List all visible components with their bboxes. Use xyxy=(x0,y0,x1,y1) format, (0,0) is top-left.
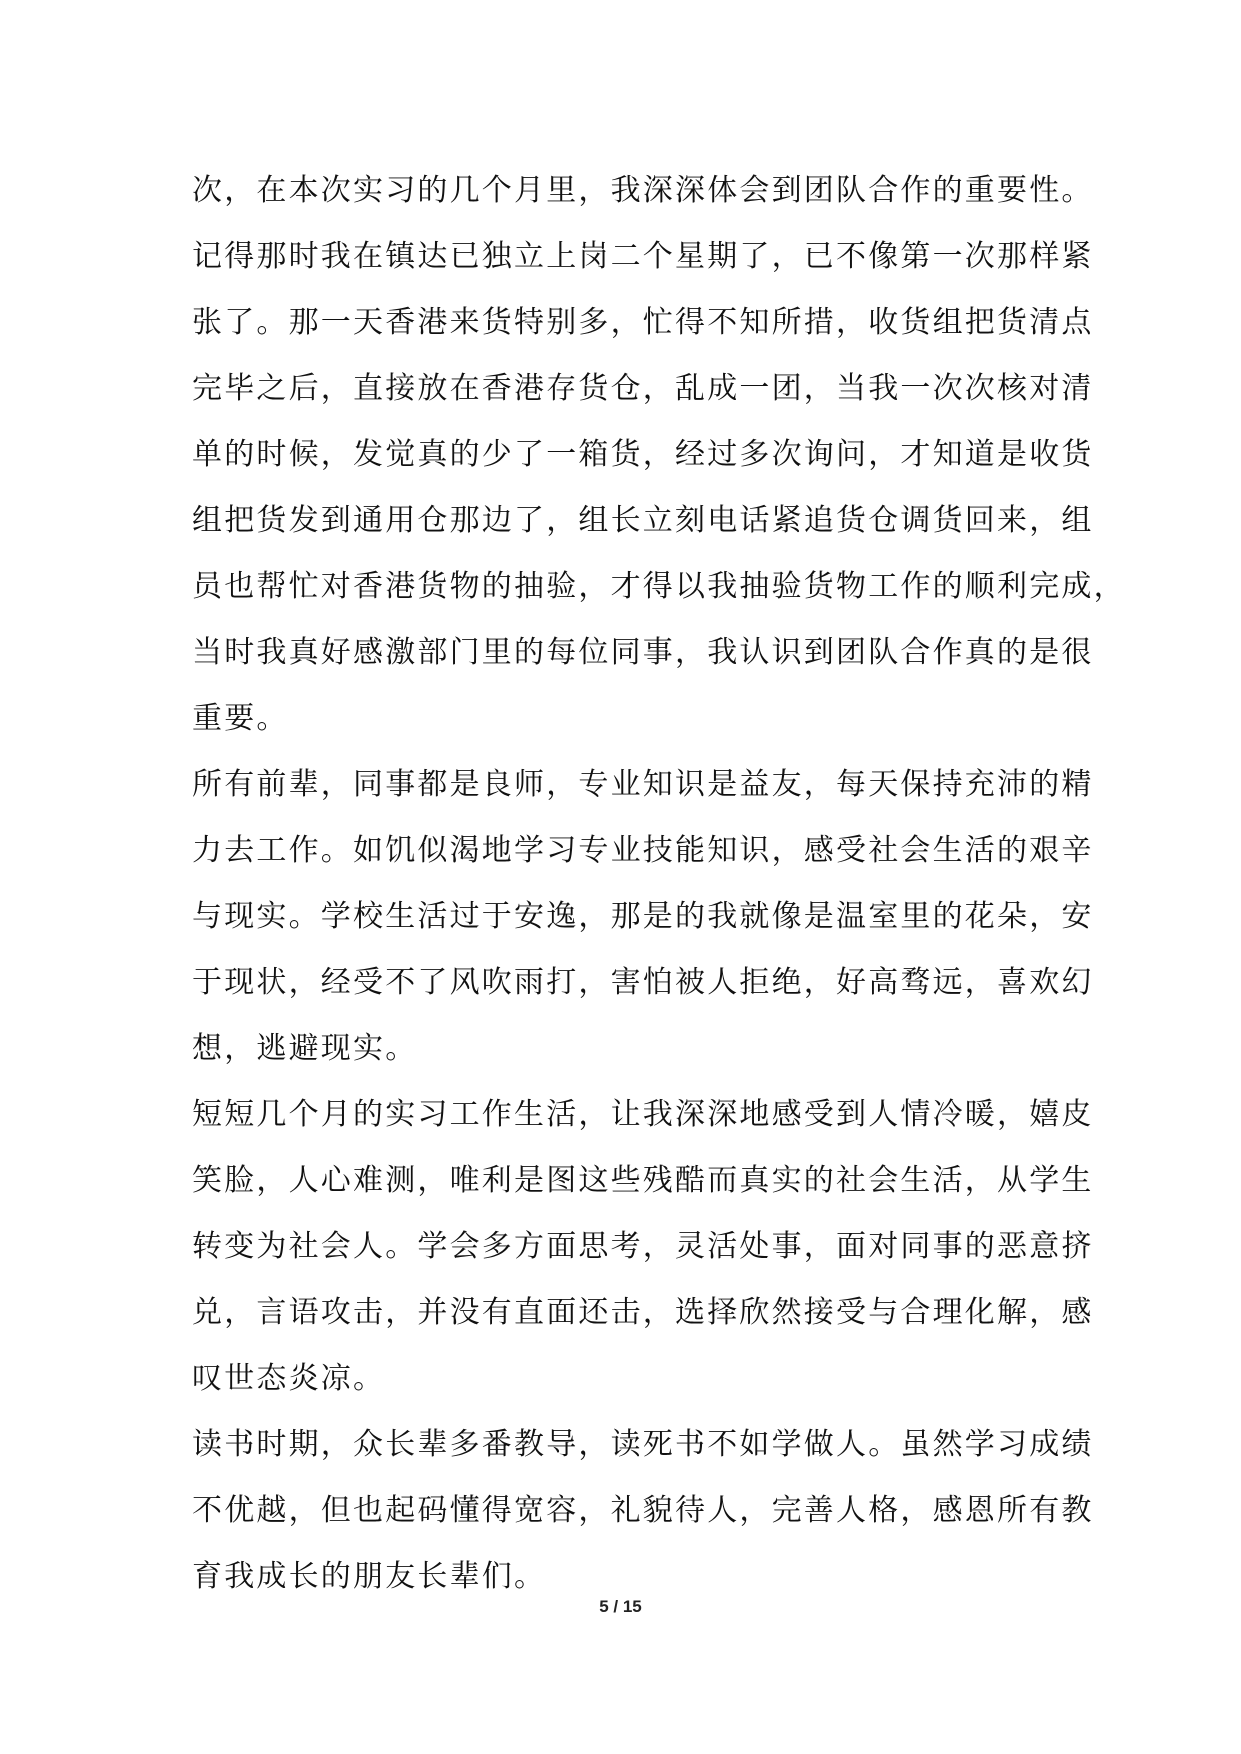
text-line: 当时我真好感激部门里的每位同事，我认识到团队合作真的是很 xyxy=(192,635,1094,670)
text-line: 完毕之后，直接放在香港存货仓，乱成一团，当我一次次核对清 xyxy=(192,371,1094,406)
text-line: 组把货发到通用仓那边了，组长立刻电话紧追货仓调货回来，组 xyxy=(192,503,1094,538)
body-text xyxy=(192,158,1126,1610)
text-line: 转变为社会人。学会多方面思考，灵活处事，面对同事的恶意挤 xyxy=(192,1229,1094,1264)
text-line: 所有前辈，同事都是良师，专业知识是益友，每天保持充沛的精 xyxy=(192,767,1094,802)
text-line: 员也帮忙对香港货物的抽验，才得以我抽验货物工作的顺利完成， xyxy=(192,569,1126,604)
text-line: 记得那时我在镇达已独立上岗二个星期了，已不像第一次那样紧 xyxy=(192,239,1094,274)
text-line: 短短几个月的实习工作生活，让我深深地感受到人情冷暖，嬉皮 xyxy=(192,1097,1094,1132)
text-line: 力去工作。如饥似渴地学习专业技能知识，感受社会生活的艰辛 xyxy=(192,833,1094,868)
text-line: 与现实。学校生活过于安逸，那是的我就像是温室里的花朵，安 xyxy=(192,899,1094,934)
text-line: 叹世态炎凉。 xyxy=(192,1361,386,1396)
text-line: 于现状，经受不了风吹雨打，害怕被人拒绝，好高骛远，喜欢幻 xyxy=(192,965,1094,1000)
page-number: 5 / 15 xyxy=(599,1597,642,1616)
text-line: 重要。 xyxy=(192,701,289,736)
text-line: 读书时期，众长辈多番教导，读死书不如学做人。虽然学习成绩 xyxy=(192,1427,1094,1462)
text-line: 兑，言语攻击，并没有直面还击，选择欣然接受与合理化解，感 xyxy=(192,1295,1094,1330)
text-line: 不优越，但也起码懂得宽容，礼貌待人，完善人格，感恩所有教 xyxy=(192,1493,1094,1528)
text-line: 育我成长的朋友长辈们。 xyxy=(192,1559,547,1594)
text-line: 笑脸，人心难测，唯利是图这些残酷而真实的社会生活，从学生 xyxy=(192,1163,1094,1198)
text-line: 单的时候，发觉真的少了一箱货，经过多次询问，才知道是收货 xyxy=(192,437,1094,472)
text-line: 想，逃避现实。 xyxy=(192,1031,418,1066)
text-line: 次，在本次实习的几个月里，我深深体会到团队合作的重要性。 xyxy=(192,173,1094,208)
text-line: 张了。那一天香港来货特别多，忙得不知所措，收货组把货清点 xyxy=(192,305,1094,340)
